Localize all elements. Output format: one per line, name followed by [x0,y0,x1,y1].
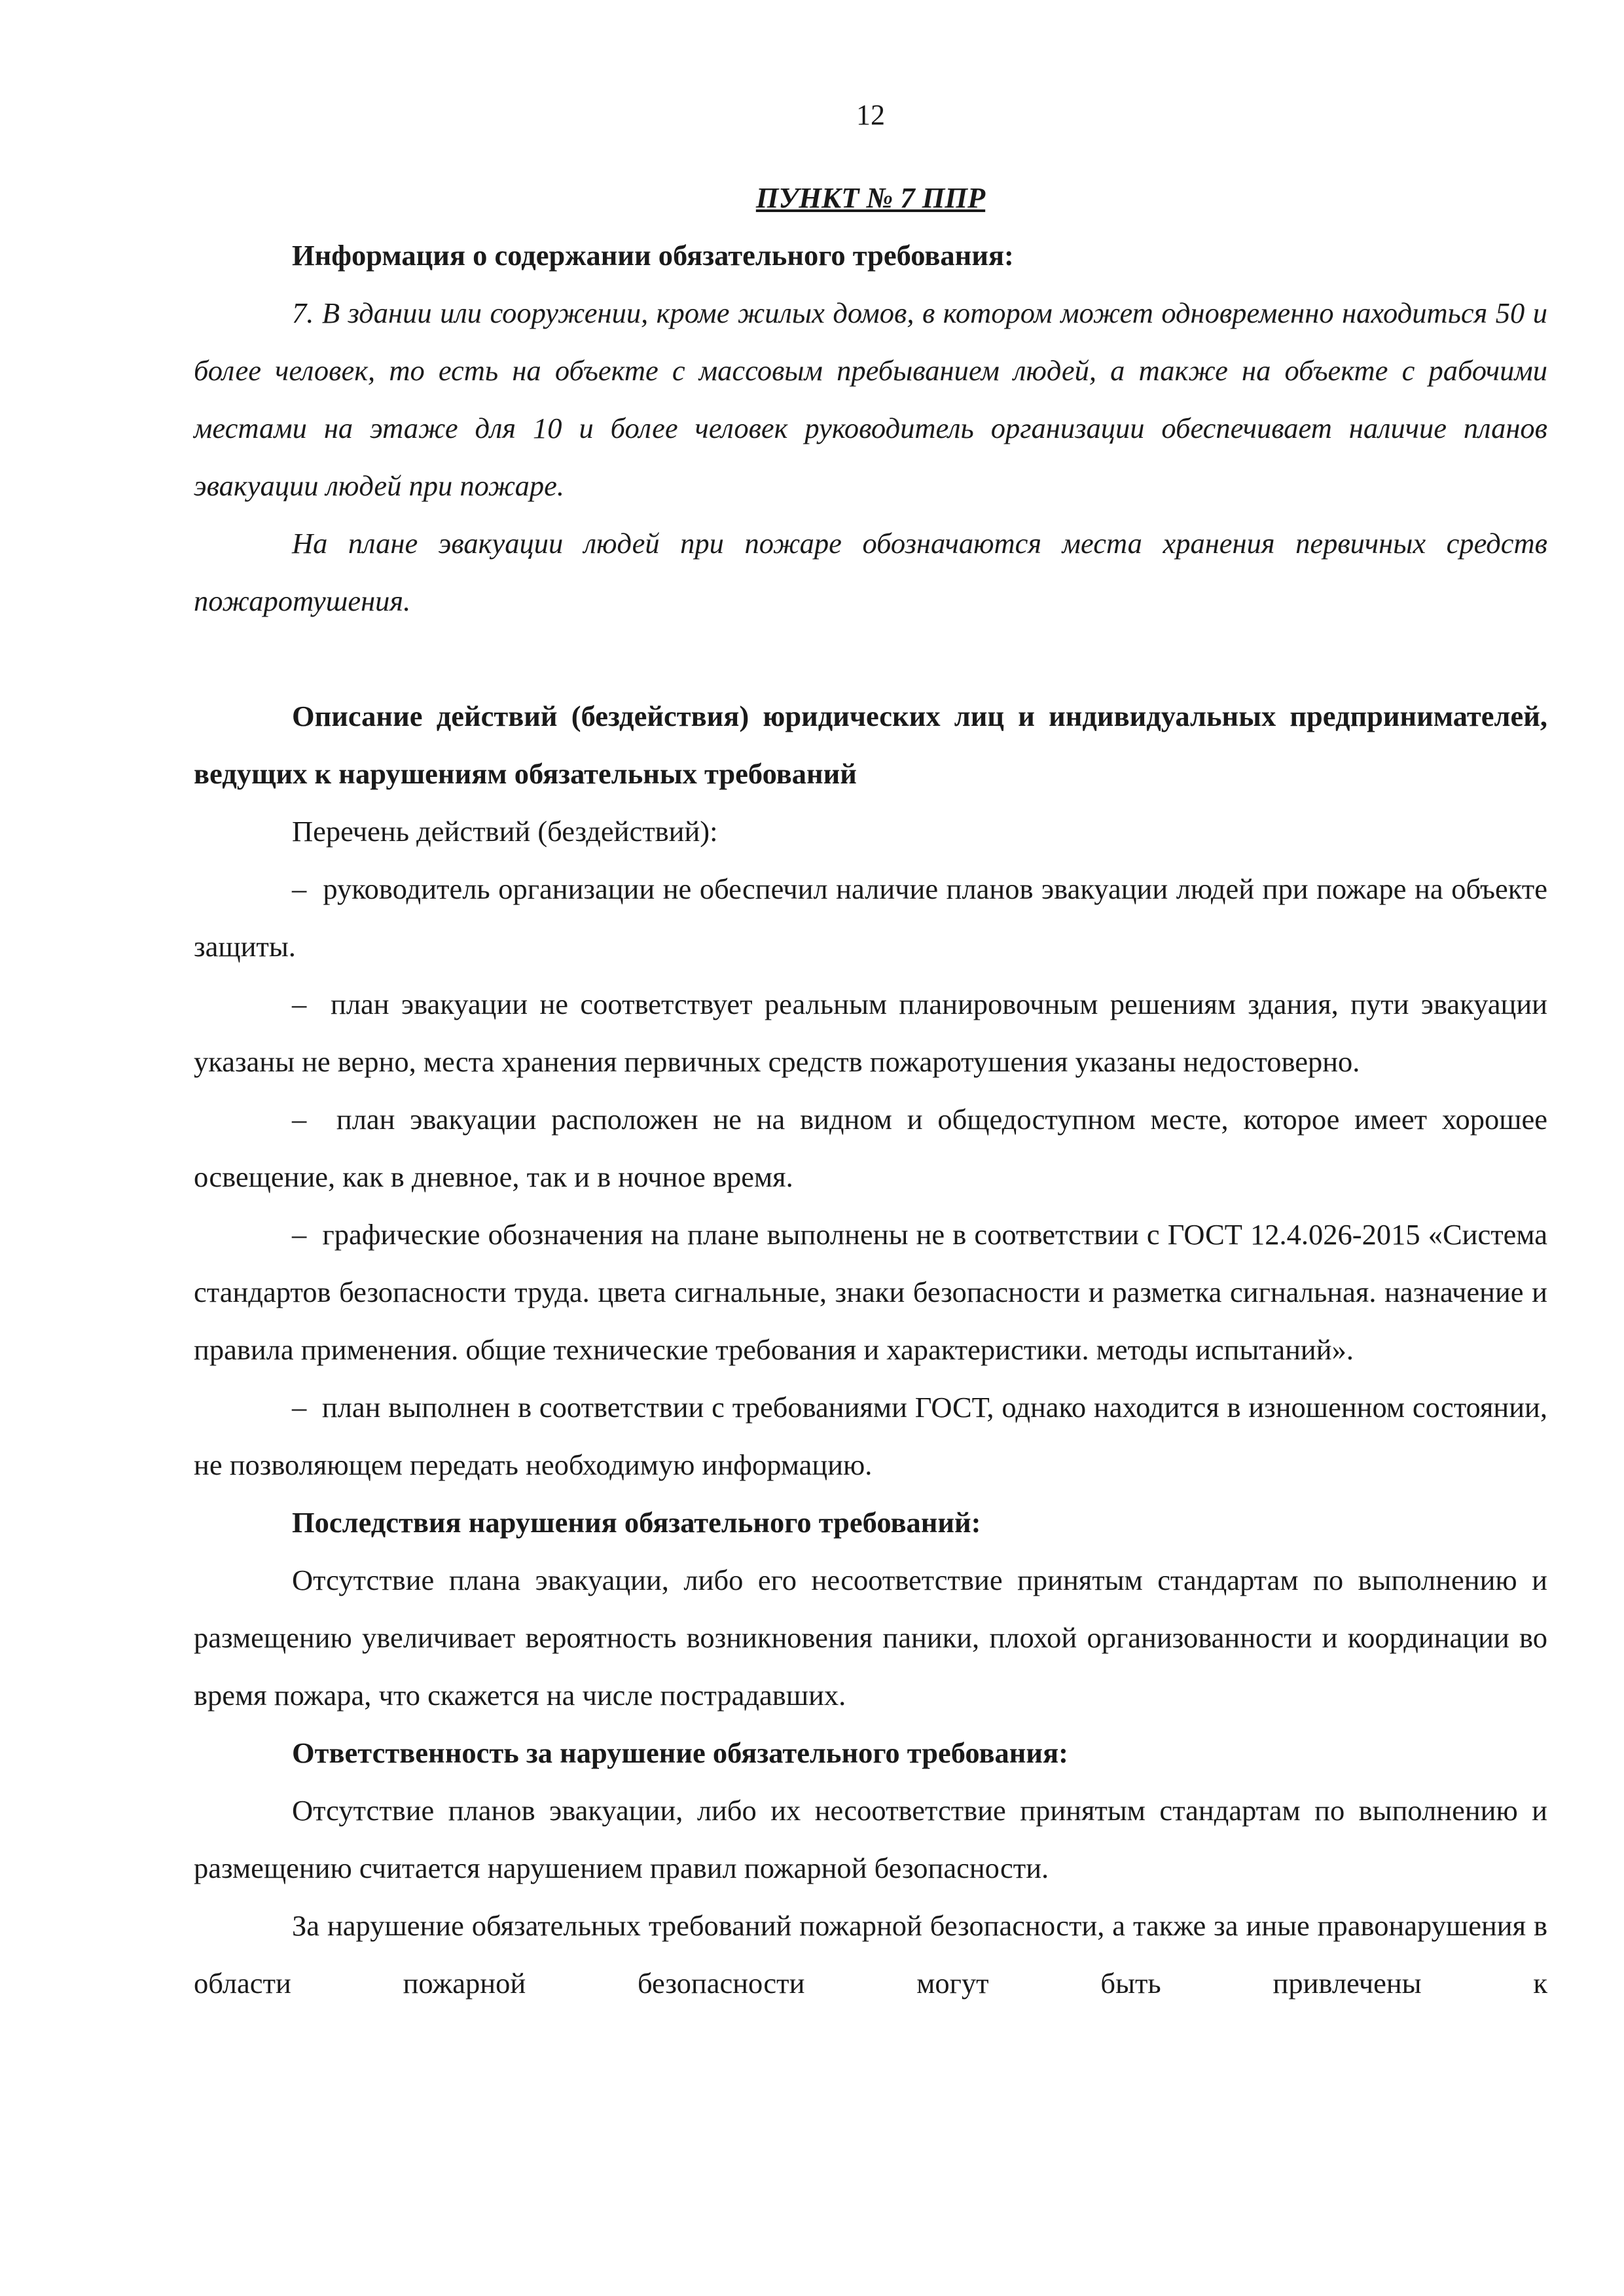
info-heading: Информация о содержании обязательного требования: [292,239,1014,272]
list-item-text: руководитель организации не обеспечил наличие планов эвакуации людей при пожаре на объекте защиты. [194,872,1547,963]
list-item-text: план эвакуации не соответствует реальным планировочным решениям здания, пути эвакуации указаны не верно, места хранения первичных средств пожаротушения указаны недостоверно. [194,988,1547,1078]
document-body [194,169,1547,2012]
list-item [194,1378,1547,1494]
dash-marker: – [292,872,307,905]
info-paragraph: 7. В здании или сооружении, кроме жилых домов, в котором может одновременно находиться 50 и более человек, то есть на объекте с массовым пребыванием людей, а также на объекте с рабочими местами на этаже для 10 и более человек руководитель организации обеспечивает наличие планов эвакуации людей при пожаре. [194,296,1547,502]
list-item-text: план эвакуации расположен не на видном и общедоступном месте, которое имеет хорошее освещение, как в дневное, так и в ночное время. [194,1103,1547,1193]
consequences-heading: Последствия нарушения обязательного требований: [292,1506,981,1539]
spacer [194,630,1547,687]
list-item-text: графические обозначения на плане выполнены не в соответствии с ГОСТ 12.4.026-2015 «Система стандартов безопасности труда. цвета сигнальные, знаки безопасности и разметка сигнальная. назначение и правила применения. общие технические требования и характеристики. методы испытаний». [194,1218,1548,1366]
list-item [194,1206,1547,1378]
dash-marker: – [292,1103,307,1136]
page-number: 12 [856,99,885,131]
dash-marker: – [292,1218,307,1251]
actions-intro: Перечень действий (бездействий): [292,815,718,848]
document-page [194,0,1547,2296]
page-title: ПУНКТ № 7 ППР [755,181,986,214]
list-item-text: план выполнен в соответствии с требованиями ГОСТ, однако находится в изношенном состоянии, не позволяющем передать необходимую информацию. [194,1391,1547,1481]
dash-marker: – [292,988,307,1020]
list-item [194,975,1547,1090]
dash-marker: – [292,1391,307,1424]
responsibility-heading: Ответственность за нарушение обязательного требования: [292,1736,1068,1769]
responsibility-text: Отсутствие планов эвакуации, либо их несоответствие принятым стандартам по выполнению и размещению считается нарушением правил пожарной безопасности. [194,1794,1547,1884]
consequences-text: Отсутствие плана эвакуации, либо его несоответствие принятым стандартам по выполнению и размещению увеличивает вероятность возникновения паники, плохой организованности и координации во время пожара, что скажется на числе пострадавших. [194,1564,1547,1712]
info-paragraph: На плане эвакуации людей при пожаре обозначаются места хранения первичных средств пожаротушения. [194,527,1547,617]
actions-heading: Описание действий (бездействия) юридических лиц и индивидуальных предпринимателей, ведущих к нарушениям обязательных требований [194,700,1547,790]
list-item [194,1090,1547,1206]
final-text: За нарушение обязательных требований пожарной безопасности, а также за иные правонарушения в области пожарной безопасности могут быть привлечены к [194,1909,1547,2000]
list-item [194,860,1547,975]
